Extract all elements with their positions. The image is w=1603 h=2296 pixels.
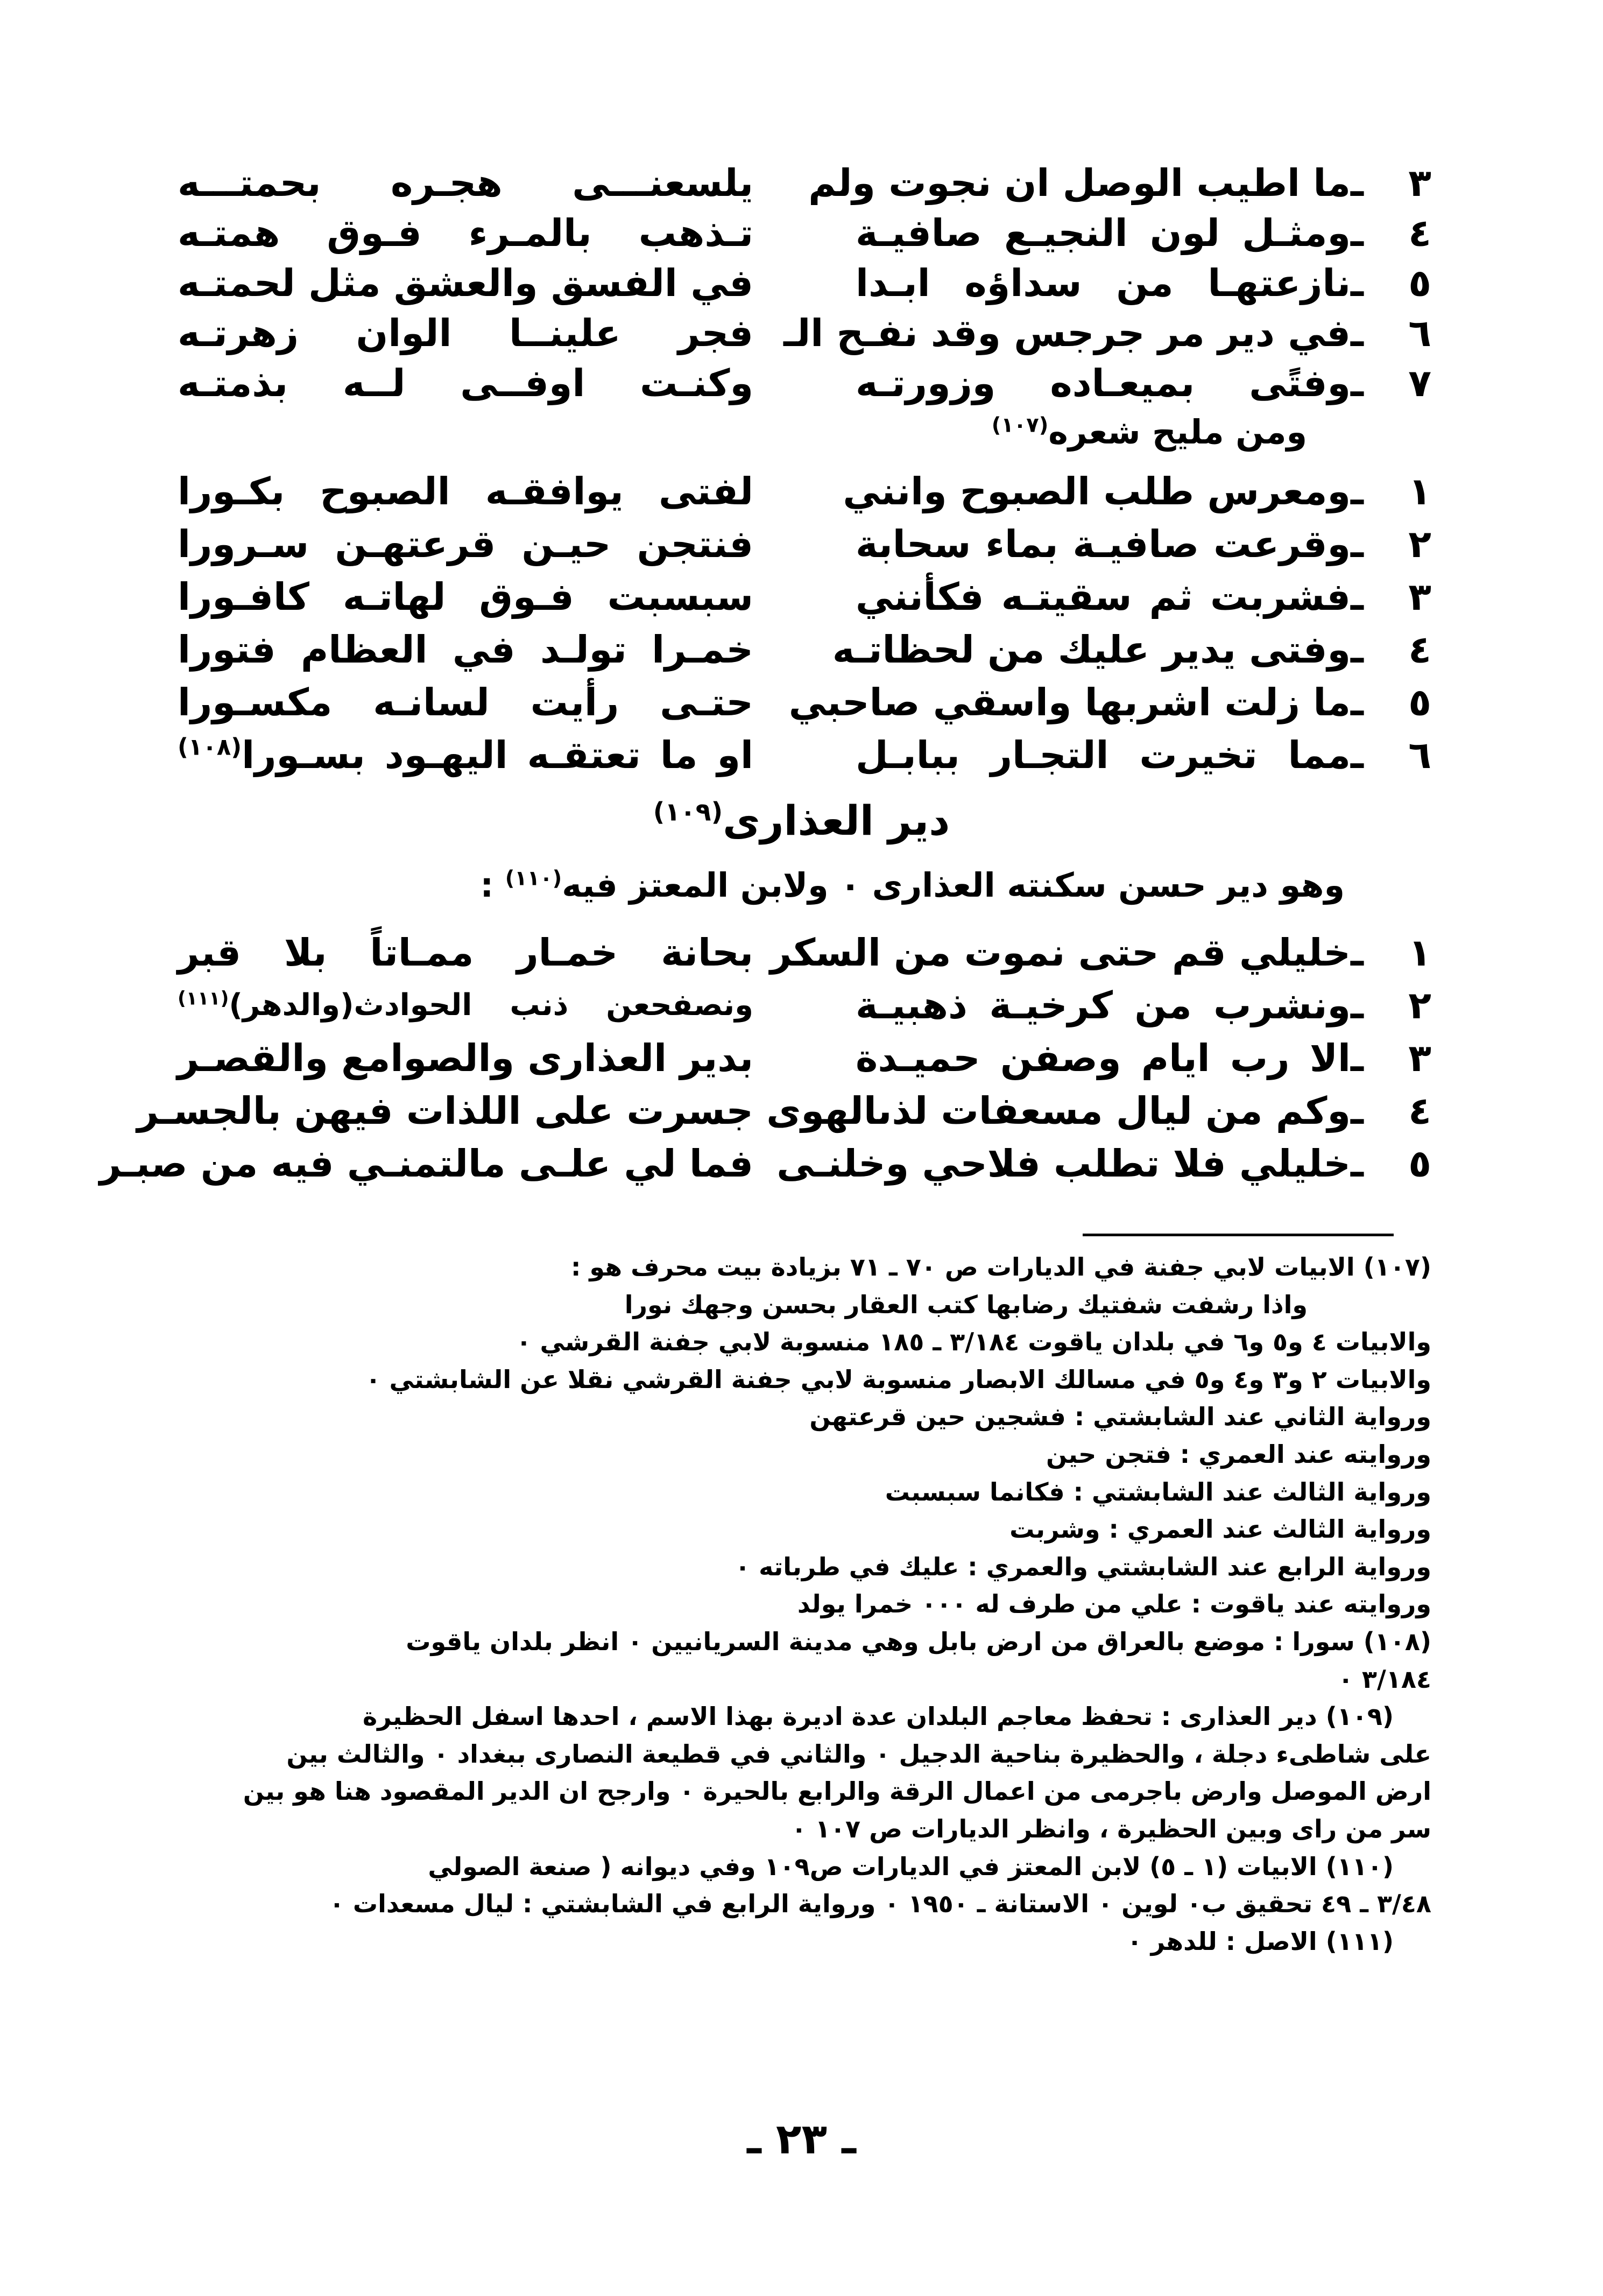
verse-text: وكم من ليال مسعفات لذىالهوى xyxy=(766,1089,1351,1133)
verse-second-hemistich xyxy=(178,1029,753,1088)
verse-text: بحانة خمـار ممـاتاً بلا قبر xyxy=(178,931,753,975)
verse-first-hemistich xyxy=(856,726,1431,785)
verse-number: ١ ـ xyxy=(1351,931,1431,975)
verse-first-hemistich xyxy=(770,923,1431,982)
footnote-line: والابيات ٢ و٣ و٤ و٥ في مسالك الابصار منسوبة لابي جفنة القرشي نقلا عن الشابشتي ٠ xyxy=(365,1364,1431,1394)
footnote-line: (١٠٩) دير العذارى : تحفظ معاجم البلدان عدة اديرة بهذا الاسم ، احدها اسفل الحظيرة xyxy=(362,1702,1394,1731)
section-heading xyxy=(0,791,1603,850)
verse-first-hemistich xyxy=(856,515,1431,574)
footnote-line: والابيات ٤ و٥ و٦ في بلدان ياقوت ٣/١٨٤ ـ ١٨٥ منسوبة لابي جفنة القرشي ٠ xyxy=(516,1327,1431,1357)
verse-number: ٤ ـ xyxy=(1351,628,1431,672)
verse-second-hemistich xyxy=(178,976,753,1035)
footnote-line: ورواية الثالث عند الشابشتي : فكانما سبسبت xyxy=(885,1477,1431,1506)
footnote-line: وروايته عند العمري : فتجن حين xyxy=(1046,1439,1431,1469)
page-number: ـ ٢٣ ـ xyxy=(747,2115,856,2164)
intro-text: وهو دير حسن سكنته العذارى ٠ ولابن المعتز فيه xyxy=(562,865,1345,905)
footnote-line: ٣/٤٨ ـ ٤٩ تحقيق ب٠ لوين ٠ الاستانة ـ ١٩٥٠ ٠ ورواية الرابع في الشابشتي : ليال مسعدات ٠ xyxy=(329,1889,1431,1919)
footnote-line: ارض الموصل وارض باجرمى من اعمال الرقة والرابع بالحيرة ٠ وارجح ان الدير المقصود هنا هو بين xyxy=(243,1777,1431,1806)
verse-text: خمـرا تولـد في العظام فتورا xyxy=(178,628,753,672)
verse-text: نازعتهـا من سداؤه ابـدا xyxy=(856,261,1351,305)
footnote-line: على شاطىء دجلة ، والحظيرة بناحية الدجيل ٠ والثاني في قطيعة النصارى ببغداد ٠ والثالث بين xyxy=(286,1739,1431,1769)
verse-number: ٥ ـ xyxy=(1351,1142,1431,1186)
verse-line xyxy=(178,726,1431,790)
footnote-line: ورواية الثالث عند العمري : وشربت xyxy=(1009,1515,1431,1544)
verse-second-hemistich xyxy=(178,726,753,785)
verse-text: وفتى يدير عليك من لحظاتـه xyxy=(832,628,1351,672)
verse-first-hemistich xyxy=(856,976,1431,1035)
verse-first-hemistich xyxy=(856,567,1431,626)
footnote-ref: (١٠٧) xyxy=(991,413,1049,438)
verse-text: يلسعنـــى هجـره بحمتـــه xyxy=(178,161,753,205)
footnotes xyxy=(178,1249,1431,1960)
verse-text: ومعرس طلب الصبوح وانني xyxy=(843,469,1351,513)
verse-text: وقرعت صافيـة بماء سحابة xyxy=(856,522,1351,566)
verse-first-hemistich xyxy=(856,1029,1431,1088)
verse-number: ٢ ـ xyxy=(1351,522,1431,566)
footnote-ref: (١١١) xyxy=(178,988,229,1010)
verse-second-hemistich xyxy=(178,567,753,626)
verse-first-hemistich xyxy=(766,1081,1431,1140)
verse-text: مما تخيرت التجـار ببابـل xyxy=(856,733,1351,777)
verse-text: او ما تعتقـه اليهـود بسـورا xyxy=(242,733,753,777)
verse-text: وكنـت اوفــى لــه بذمتـه xyxy=(178,361,753,405)
intro-text: ومن مليح شعره xyxy=(1048,412,1307,452)
verse-text: فما لي علـى مالتمنـي فيه من صبـر xyxy=(99,1142,753,1186)
verse-text: ما اطيب الوصل ان نجوت ولم xyxy=(808,161,1351,205)
verse-line xyxy=(99,1134,1431,1199)
verse-second-hemistich xyxy=(178,923,753,982)
verse-text: بدير العذارى والصوامع والقصـر xyxy=(177,1036,753,1080)
verse-text: خليلي فلا تطلب فلاحي وخلنـى xyxy=(776,1142,1351,1186)
intro-tail: : xyxy=(480,865,505,905)
verse-text: الا رب ايام وصفن حميـدة xyxy=(856,1036,1351,1080)
verse-text: جسرت على اللذات فيهن بالجسـر xyxy=(137,1089,753,1133)
verse-second-hemistich xyxy=(99,1134,753,1193)
footnote-line: وروايته عند ياقوت : علي من طرف له ٠٠٠ خمرا يولد xyxy=(797,1589,1431,1619)
verse-second-hemistich xyxy=(178,462,753,521)
verse-text: ونشرب من كرخيـة ذهبيـة xyxy=(856,983,1351,1027)
verse-second-hemistich xyxy=(137,1081,753,1140)
verse-text: ما زلت اشربها واسقي صاحبي xyxy=(788,680,1351,724)
verse-text: فشربت ثم سقيتـه فكأنني xyxy=(856,575,1351,619)
verse-text: خليلي قم حتى نموت من السكر xyxy=(770,931,1351,975)
verse-first-hemistich xyxy=(856,354,1431,413)
verse-number: ٣ ـ xyxy=(1351,1036,1431,1080)
intro-line-107 xyxy=(992,408,1307,456)
verse-number: ٦ ـ xyxy=(1351,311,1431,355)
verse-number: ١ ـ xyxy=(1351,469,1431,513)
verse-text: فجر علينــا الوان زهرتـه xyxy=(178,311,753,355)
verse-second-hemistich xyxy=(178,620,753,679)
verse-number: ٥ ـ xyxy=(1351,680,1431,724)
footnote-ref: (١٠٩) xyxy=(653,797,723,827)
footnote-divider xyxy=(1083,1234,1394,1236)
verse-number: ٦ ـ xyxy=(1351,733,1431,777)
verse-number: ٥ ـ xyxy=(1351,261,1431,305)
verse-first-hemistich xyxy=(788,673,1431,732)
footnote-line: واذا رشفت شفتيك رضابها كتب العقار بحسن وجهك نورا xyxy=(624,1290,1308,1319)
verse-text: سبسبت فـوق لهاتـه كافـورا xyxy=(178,575,753,619)
footnote-line: (١٠٨) سورا : موضع بالعراق من ارض بابل وهي مدينة السريانيين ٠ انظر بلدان ياقوت xyxy=(406,1626,1431,1656)
footnote-line: ورواية الثاني عند الشابشتي : فشجين حين قرعتهن xyxy=(809,1402,1431,1432)
verse-number: ٤ ـ xyxy=(1351,1089,1431,1133)
verse-text: وفتًى بميعـاده وزورتـه xyxy=(856,361,1351,405)
verse-text: ونصفحعن ذنب الحوادث(والدهر) xyxy=(229,988,753,1023)
footnote-ref: (١١٠) xyxy=(505,866,562,891)
verse-second-hemistich xyxy=(178,354,753,413)
heading-text: دير العذارى xyxy=(723,797,950,844)
footnote-line: (١٠٧) الابيات لابي جفنة في الديارات ص ٧٠ ـ ٧١ بزيادة بيت محرف هو : xyxy=(570,1252,1431,1281)
verse-number: ٢ ـ xyxy=(1351,983,1431,1027)
verse-text: في دير مر جرجس وقد نفـح الـ xyxy=(783,311,1351,355)
footnote-line: ورواية الرابع عند الشابشتي والعمري : عليك في طرباته ٠ xyxy=(735,1552,1431,1581)
intro-line-110 xyxy=(480,861,1345,910)
verse-text: تـذهب بالمـرء فـوق همتـه xyxy=(178,211,753,255)
verse-second-hemistich xyxy=(178,515,753,574)
footnote-line: (١١٠) الابيات (١ ـ ٥) لابن المعتز في الديارات ص١٠٩ وفي ديوانه ( صنعة الصولي xyxy=(428,1851,1394,1881)
footnote-line: ٣/١٨٤ ٠ xyxy=(1338,1664,1431,1694)
verse-number: ٧ ـ xyxy=(1351,361,1431,405)
verse-second-hemistich xyxy=(178,673,753,732)
footnote-line: سر من راى وبين الحظيرة ، وانظر الديارات ص ١٠٧ ٠ xyxy=(791,1814,1431,1843)
verse-number: ٣ ـ xyxy=(1351,575,1431,619)
footnote-ref: (١٠٨) xyxy=(178,734,242,761)
verse-text: لفتى يوافقـه الصبوح بكـورا xyxy=(178,469,753,513)
verse-first-hemistich xyxy=(776,1134,1431,1193)
footnote-line: (١١١) الاصل : للدهر ٠ xyxy=(1127,1926,1394,1956)
verse-first-hemistich xyxy=(832,620,1431,679)
verse-text: في الفسق والعشق مثل لحمتـه xyxy=(178,261,753,305)
verse-text: حتـى رأيت لسانـه مكسـورا xyxy=(178,680,753,724)
verse-text: فنتجن حيـن قرعتهـن سـرورا xyxy=(178,522,753,566)
verse-first-hemistich xyxy=(843,462,1431,521)
verse-number: ٤ ـ xyxy=(1351,211,1431,255)
verse-text: ومثـل لون النجيـع صافيـة xyxy=(856,211,1351,255)
verse-number: ٣ ـ xyxy=(1351,161,1431,205)
